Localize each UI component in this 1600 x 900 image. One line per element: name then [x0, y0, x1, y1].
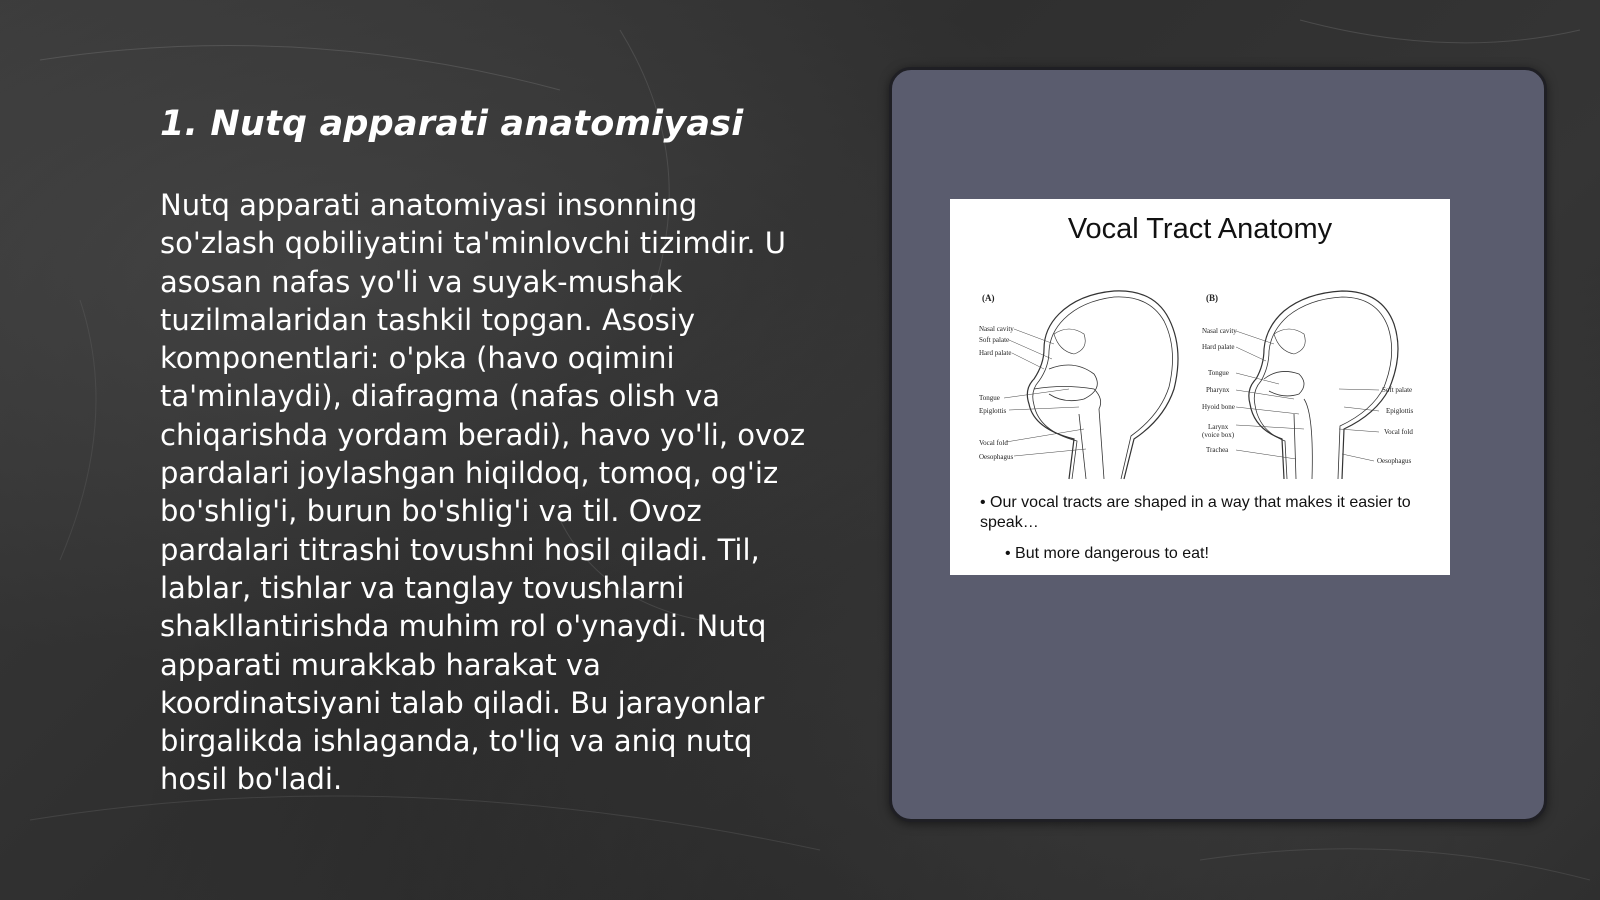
label-b-voice-box: (voice box) [1202, 431, 1235, 439]
label-b-tongue: Tongue [1208, 369, 1229, 377]
figure-title: Vocal Tract Anatomy [1067, 213, 1333, 245]
label-a-tongue: Tongue [979, 394, 1000, 402]
label-a-nasal-cavity: Nasal cavity [979, 325, 1014, 333]
figure-bullet-2: • But more dangerous to eat! [1005, 545, 1209, 562]
label-b-soft-palate: Soft palate [1382, 386, 1413, 394]
label-a-soft-palate: Soft palate [979, 336, 1010, 344]
leader-lines-b [1236, 331, 1379, 461]
label-b-epiglottis: Epiglottis [1386, 407, 1414, 415]
figure-bullet-1: • Our vocal tracts are shaped in a way that makes it easier to speak… [980, 494, 1411, 531]
label-b-larynx: Larynx [1208, 423, 1229, 431]
label-b-hard-palate: Hard palate [1202, 343, 1235, 351]
panel-b-label: (B) [1206, 293, 1218, 303]
label-b-trachea: Trachea [1206, 446, 1229, 454]
label-b-oesophagus: Oesophagus [1377, 457, 1412, 465]
leader-lines-a [1004, 329, 1086, 456]
label-a-epiglottis: Epiglottis [979, 407, 1007, 415]
label-b-vocal-fold: Vocal fold [1384, 428, 1413, 436]
vocal-tract-diagram [974, 289, 1426, 484]
label-b-nasal-cavity: Nasal cavity [1202, 327, 1237, 335]
slide-title: 1. Nutq apparati anatomiyasi [160, 104, 744, 144]
panel-a-label: (A) [982, 293, 995, 303]
head-outline-b [1249, 291, 1398, 479]
head-outline-a [1027, 291, 1178, 479]
label-a-hard-palate: Hard palate [979, 349, 1012, 357]
slide-body-text: Nutq apparati anatomiyasi insonning so'zlash qobiliyatini ta'minlovchi tizimdir. U asosan nafas yo'li va suyak-mushak tuzilmalaridan tashkil topgan. Asosiy komponentlari: o'pka (havo oqimini ta'minlaydi), diafragma (nafas olish va chiqarishda yordam beradi), havo yo'li, ovoz pardalari joylashgan hiqildoq, tomoq, og'iz bo'shlig'i, burun bo'shlig'i va til. Ovoz pardalari titrashi tovushni hosil qiladi. Til, lablar, tishlar va tanglay tovushlarni shakllantirishda muhim rol o'ynaydi. Nutq apparati murakkab harakat va koordinatsiyani talab qiladi. Bu jarayonlar birgalikda ishlaganda, to'liq va aniq nutq hosil bo'ladi. [160, 188, 806, 797]
vocal-tract-figure [950, 199, 1450, 575]
label-b-pharynx: Pharynx [1206, 386, 1230, 394]
label-a-oesophagus: Oesophagus [979, 453, 1014, 461]
label-b-hyoid-bone: Hyoid bone [1202, 403, 1235, 411]
label-a-vocal-fold: Vocal fold [979, 439, 1008, 447]
